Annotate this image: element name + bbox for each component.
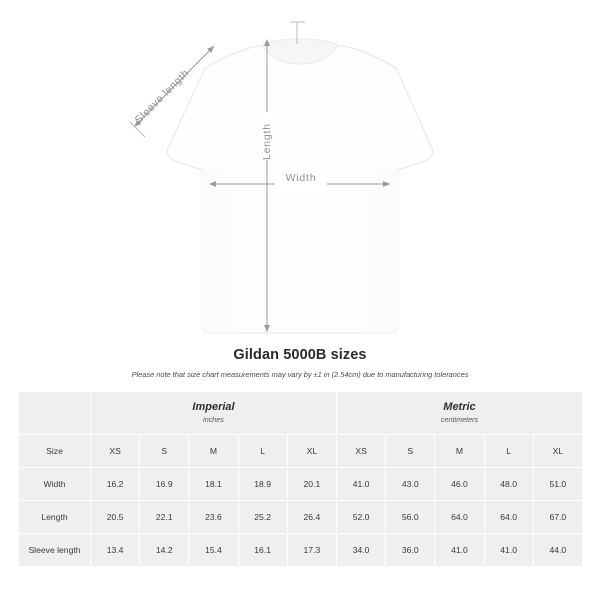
- cell-width-metric-l: 48.0: [484, 468, 533, 501]
- cell-sleeve-imperial-xs: 13.4: [91, 534, 140, 567]
- header-metric-l: L: [484, 435, 533, 468]
- cell-sleeve-imperial-m: 15.4: [189, 534, 238, 567]
- cell-length-metric-xs: 52.0: [337, 501, 386, 534]
- page-title: Gildan 5000B sizes: [233, 347, 367, 363]
- header-size: Size: [19, 435, 91, 468]
- unit-metric-sub: centimeters: [440, 415, 479, 424]
- cell-width-imperial-m: 18.1: [189, 468, 238, 501]
- size-table-wrapper: [18, 391, 582, 567]
- cell-length-imperial-l: 25.2: [238, 501, 287, 534]
- cell-sleeve-imperial-xl: 17.3: [287, 534, 336, 567]
- cell-width-imperial-s: 16.9: [140, 468, 189, 501]
- header-metric-xs: XS: [337, 435, 386, 468]
- row-label-width: Width: [19, 468, 91, 501]
- unit-imperial-name: Imperial: [192, 401, 235, 413]
- table-row: [19, 468, 583, 501]
- cell-length-metric-xl: 67.0: [533, 501, 582, 534]
- unit-blank-cell: [19, 392, 91, 435]
- cell-sleeve-metric-m: 41.0: [435, 534, 484, 567]
- cell-sleeve-metric-xs: 34.0: [337, 534, 386, 567]
- cell-length-imperial-xl: 26.4: [287, 501, 336, 534]
- cell-length-metric-m: 64.0: [435, 501, 484, 534]
- size-chart-table: [18, 391, 583, 567]
- unit-metric-name: Metric: [443, 401, 476, 413]
- cell-width-imperial-l: 18.9: [238, 468, 287, 501]
- sleeve-length-label: Sleeve length: [132, 67, 192, 127]
- cell-width-metric-s: 43.0: [386, 468, 435, 501]
- unit-group-metric: [337, 392, 583, 435]
- column-header-row: [19, 435, 583, 468]
- header-imperial-m: M: [189, 435, 238, 468]
- cell-width-metric-xs: 41.0: [337, 468, 386, 501]
- header-metric-m: M: [435, 435, 484, 468]
- length-label: Length: [261, 123, 273, 160]
- cell-sleeve-imperial-s: 14.2: [140, 534, 189, 567]
- unit-imperial-sub: inches: [203, 415, 224, 424]
- chart-heading: [0, 347, 600, 379]
- table-row: [19, 534, 583, 567]
- table-row: [19, 501, 583, 534]
- cell-length-imperial-s: 22.1: [140, 501, 189, 534]
- row-label-sleeve-length: Sleeve length: [19, 534, 91, 567]
- header-metric-xl: XL: [533, 435, 582, 468]
- header-imperial-l: L: [238, 435, 287, 468]
- cell-width-metric-xl: 51.0: [533, 468, 582, 501]
- width-label: Width: [285, 172, 317, 184]
- row-label-length: Length: [19, 501, 91, 534]
- cell-sleeve-metric-l: 41.0: [484, 534, 533, 567]
- cell-sleeve-imperial-l: 16.1: [238, 534, 287, 567]
- header-imperial-s: S: [140, 435, 189, 468]
- cell-length-metric-s: 56.0: [386, 501, 435, 534]
- cell-length-imperial-xs: 20.5: [91, 501, 140, 534]
- cell-sleeve-metric-xl: 44.0: [533, 534, 582, 567]
- cell-length-metric-l: 64.0: [484, 501, 533, 534]
- cell-sleeve-metric-s: 36.0: [386, 534, 435, 567]
- cell-length-imperial-m: 23.6: [189, 501, 238, 534]
- cell-width-imperial-xl: 20.1: [287, 468, 336, 501]
- unit-group-imperial: [91, 392, 337, 435]
- header-imperial-xs: XS: [91, 435, 140, 468]
- cell-width-imperial-xs: 16.2: [91, 468, 140, 501]
- header-imperial-xl: XL: [287, 435, 336, 468]
- cell-width-metric-m: 46.0: [435, 468, 484, 501]
- unit-header-row: [19, 392, 583, 435]
- tolerance-note: Please note that size chart measurements may vary by ±1 in (2.54cm) due to manufacturing tolerances: [131, 370, 469, 379]
- header-metric-s: S: [386, 435, 435, 468]
